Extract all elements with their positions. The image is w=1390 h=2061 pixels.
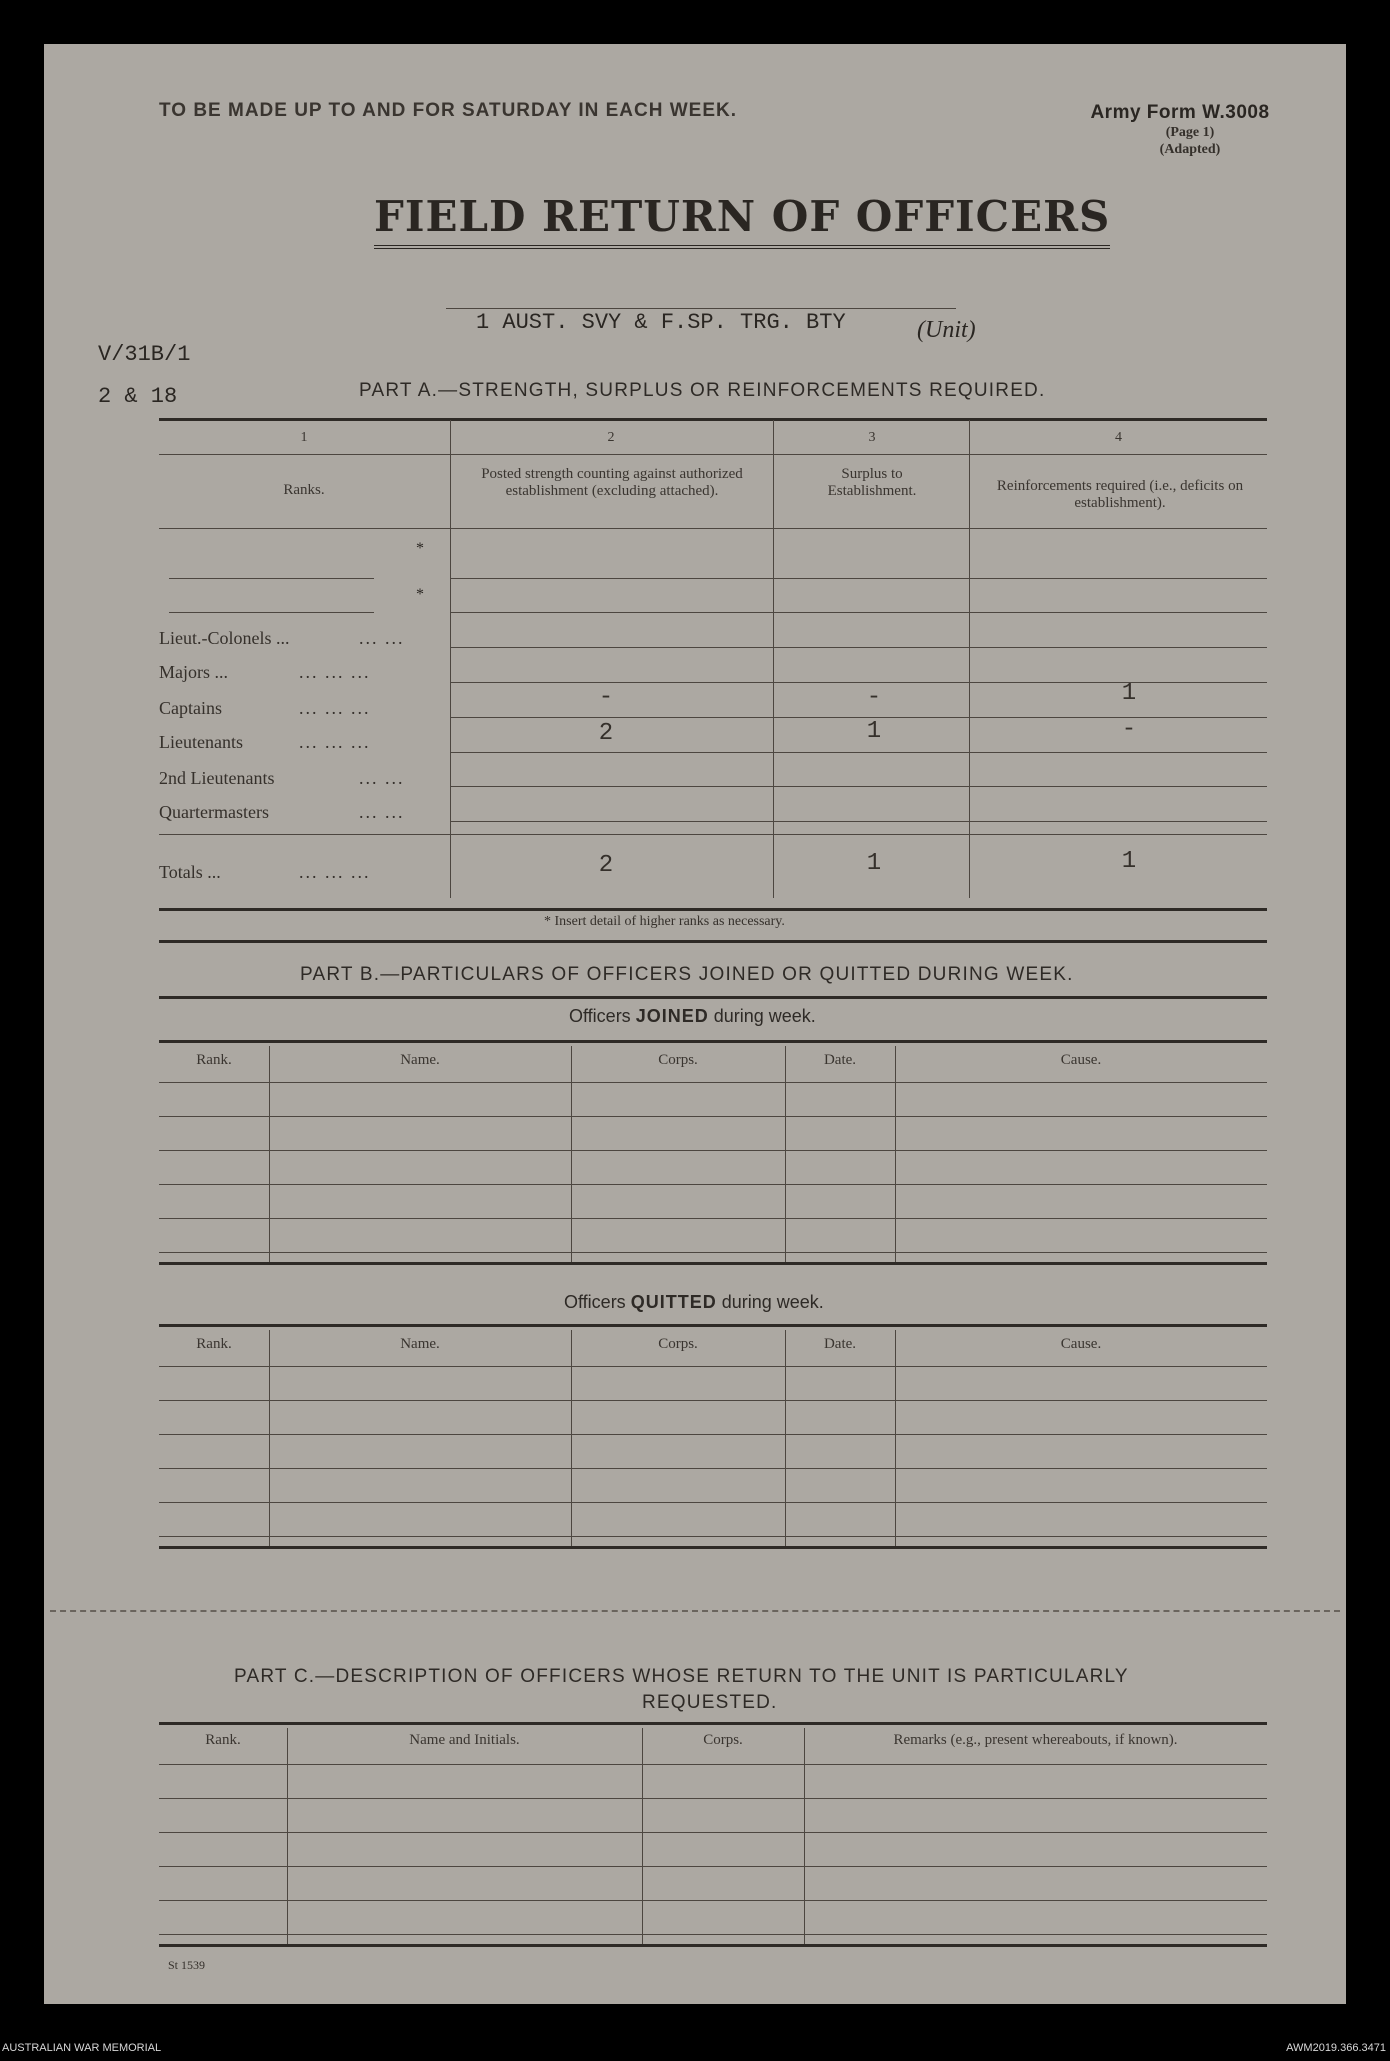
quitted-row-rule <box>159 1400 1267 1401</box>
rank-row-rule <box>450 821 1267 822</box>
joined-col-header: Date. <box>823 1052 857 1068</box>
quitted-prefix: Officers <box>564 1292 626 1312</box>
rank-row-rule <box>450 786 1267 787</box>
perforation-line <box>50 1610 1340 1612</box>
part-c-row-rule <box>159 1934 1267 1935</box>
part-a-heading: PART A.—STRENGTH, SURPLUS OR REINFORCEMENTS REQUIRED. <box>359 380 1046 401</box>
quitted-table-top-rule <box>159 1324 1267 1327</box>
totals-label: Totals ... <box>159 862 221 882</box>
reference-number: V/31B/1 <box>98 342 191 367</box>
star-marker: * <box>416 586 424 603</box>
part-c-row-rule <box>159 1866 1267 1867</box>
part-b-heading: PART B.—PARTICULARS OF OFFICERS JOINED OR QUITTED DURING WEEK. <box>300 964 1074 985</box>
quitted-word: QUITTED <box>630 1292 717 1312</box>
footer-left: AUSTRALIAN WAR MEMORIAL <box>2 2042 162 2054</box>
rank-label: Majors ... <box>159 662 228 682</box>
part-c-row-rule <box>159 1798 1267 1799</box>
quitted-col-header: Corps. <box>658 1336 698 1352</box>
rank-row-rule <box>450 752 1267 753</box>
rank-label: Lieut.-Colonels ... <box>159 628 290 648</box>
part-c-col-divider <box>804 1728 805 1944</box>
part-c-row-rule <box>159 1832 1267 1833</box>
joined-prefix: Officers <box>569 1006 631 1026</box>
part-c-col-header: Name and Initials. <box>409 1732 520 1748</box>
part-b-heading-rule <box>159 996 1267 999</box>
col-number-4: 4 <box>1115 430 1122 445</box>
part-a-divider-3 <box>969 420 970 898</box>
quitted-row-rule <box>159 1536 1267 1537</box>
form-adapted: (Adapted) <box>1159 142 1221 157</box>
part-c-bottom-rule <box>159 1944 1267 1947</box>
col-number-rule <box>159 454 1267 455</box>
captains-surplus-value: - <box>866 684 882 711</box>
quitted-col-header: Rank. <box>196 1336 232 1352</box>
joined-col-header: Name. <box>400 1052 440 1068</box>
joined-col-divider <box>895 1046 896 1262</box>
joined-row-rule <box>159 1252 1267 1253</box>
col-header-reinforcements: Reinforcements required (i.e., deficits on establishment). <box>996 478 1244 511</box>
joined-table-top-rule <box>159 1040 1267 1043</box>
joined-header-rule <box>159 1082 1267 1083</box>
rank-label: Lieutenants <box>159 732 243 752</box>
part-c-col-header: Corps. <box>703 1732 743 1748</box>
joined-col-divider <box>571 1046 572 1262</box>
joined-word: JOINED <box>635 1006 709 1026</box>
part-c-col-divider <box>287 1728 288 1944</box>
instruction-text: TO BE MADE UP TO AND FOR SATURDAY IN EACH WEEK. <box>159 100 737 121</box>
col-header-posted: Posted strength counting against authorized establishment (excluding attached). <box>481 466 743 499</box>
joined-heading <box>569 1006 816 1027</box>
leader-dots: ... ... ... <box>299 862 371 882</box>
unit-label: (Unit) <box>917 317 976 343</box>
col-header-ranks: Ranks. <box>283 482 325 498</box>
form-page: (Page 1) <box>1165 125 1215 140</box>
joined-bottom-rule <box>159 1262 1267 1265</box>
rank-label: 2nd Lieutenants <box>159 768 275 788</box>
quitted-col-header: Date. <box>823 1336 857 1352</box>
col-header-surplus: Surplus to Establishment. <box>827 466 917 499</box>
part-c-top-rule <box>159 1722 1267 1725</box>
unit-underline <box>446 308 956 309</box>
lieutenants-reinforcements-value: - <box>1121 716 1137 743</box>
col-header-rule <box>159 528 1267 529</box>
quitted-col-header: Name. <box>400 1336 440 1352</box>
rank-label: Captains <box>159 698 222 718</box>
joined-suffix: during week. <box>713 1006 816 1026</box>
form-id-block <box>1070 102 1290 158</box>
captains-reinforcements-value: 1 <box>1121 680 1137 707</box>
quitted-suffix: during week. <box>721 1292 824 1312</box>
part-a-divider-2 <box>773 420 774 898</box>
quitted-row-rule <box>159 1468 1267 1469</box>
quitted-bottom-rule <box>159 1546 1267 1549</box>
totals-reinforcements-value: 1 <box>1121 848 1137 875</box>
part-c-col-divider <box>642 1728 643 1944</box>
lieutenants-posted-value: 2 <box>598 720 614 747</box>
quitted-col-divider <box>571 1330 572 1546</box>
part-a-top-rule <box>159 418 1267 421</box>
captains-posted-value: - <box>598 684 614 711</box>
reference-number-2: 2 & 18 <box>98 384 178 409</box>
star-marker: * <box>416 540 424 557</box>
quitted-col-divider <box>895 1330 896 1546</box>
part-c-heading-2: REQUESTED. <box>642 1692 778 1713</box>
part-c-row-rule <box>159 1900 1267 1901</box>
joined-col-header: Rank. <box>196 1052 232 1068</box>
leader-dots: ... ... <box>359 802 405 822</box>
joined-col-header: Cause. <box>1060 1052 1102 1068</box>
star-row-2-rule <box>450 612 1267 613</box>
part-b-top-rule <box>159 940 1267 943</box>
part-c-col-header: Rank. <box>205 1732 241 1748</box>
totals-surplus-value: 1 <box>866 850 882 877</box>
col-number-3: 3 <box>868 430 876 445</box>
part-a-bottom-rule <box>159 908 1267 911</box>
lieutenants-surplus-value: 1 <box>866 718 882 745</box>
star-row-2-line <box>169 612 374 613</box>
form-id: Army Form W.3008 <box>1090 102 1270 123</box>
quitted-row-rule <box>159 1434 1267 1435</box>
rank-row-rule <box>450 647 1267 648</box>
joined-col-divider <box>785 1046 786 1262</box>
quitted-row-rule <box>159 1502 1267 1503</box>
leader-dots: ... ... <box>359 628 405 648</box>
col-number-1: 1 <box>300 430 308 445</box>
quitted-header-rule <box>159 1366 1267 1367</box>
part-a-divider-1 <box>450 420 451 898</box>
part-c-heading: PART C.—DESCRIPTION OF OFFICERS WHOSE RETURN TO THE UNIT IS PARTICULARLY <box>234 1666 1129 1687</box>
leader-dots: ... ... ... <box>299 662 371 682</box>
unit-name: 1 AUST. SVY & F.SP. TRG. BTY <box>476 310 846 335</box>
joined-row-rule <box>159 1150 1267 1151</box>
leader-dots: ... ... ... <box>299 732 371 752</box>
col-number-2: 2 <box>607 430 615 445</box>
footnote: * Insert detail of higher ranks as necessary. <box>544 914 785 929</box>
print-code: St 1539 <box>168 1958 206 1972</box>
totals-posted-value: 2 <box>598 852 614 879</box>
footer-right: AWM2019.366.3471 <box>1286 2042 1386 2054</box>
part-c-header-rule <box>159 1764 1267 1765</box>
joined-col-header: Corps. <box>658 1052 698 1068</box>
joined-row-rule <box>159 1116 1267 1117</box>
quitted-col-divider <box>785 1330 786 1546</box>
quitted-heading <box>564 1292 824 1313</box>
leader-dots: ... ... ... <box>299 698 371 718</box>
quitted-col-header: Cause. <box>1060 1336 1102 1352</box>
joined-row-rule <box>159 1218 1267 1219</box>
rank-label: Quartermasters <box>159 802 269 822</box>
star-row-1-rule <box>450 578 1267 579</box>
joined-col-divider <box>269 1046 270 1262</box>
part-c-col-header: Remarks (e.g., present whereabouts, if known). <box>893 1732 1178 1748</box>
totals-top-rule <box>159 834 1267 835</box>
quitted-col-divider <box>269 1330 270 1546</box>
form-sheet <box>44 44 1346 2004</box>
joined-row-rule <box>159 1184 1267 1185</box>
form-title: FIELD RETURN OF OFFICERS <box>374 192 1110 249</box>
star-row-1-line <box>169 578 374 579</box>
leader-dots: ... ... <box>359 768 405 788</box>
